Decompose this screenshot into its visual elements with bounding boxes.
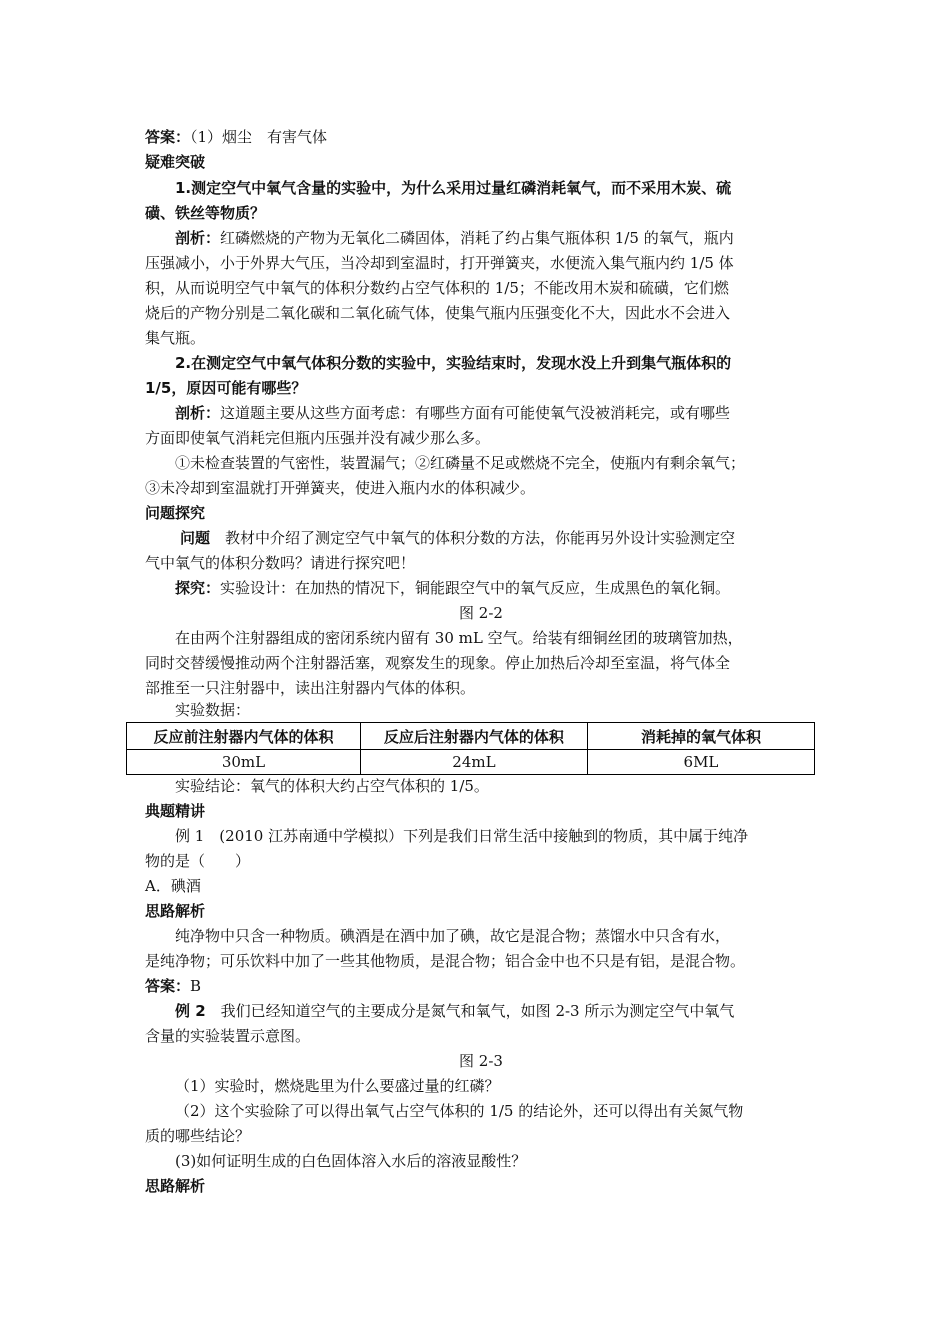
example-1-line-1: 例 1 (2010 江苏南通中学模拟）下列是我们日常生活中接触到的物质，其中属于纯净: [175, 827, 749, 845]
experiment-data-table: [126, 722, 815, 775]
table-header: 反应后注射器内气体的体积: [360, 723, 587, 750]
explore-label: 探究：: [175, 579, 221, 597]
data-label: 实验数据：: [175, 701, 251, 719]
section-heading-difficulty: 疑难突破: [145, 153, 206, 171]
procedure-line-2: 同时交替缓慢推动两个注射器活塞，观察发生的现象。停止加热后冷却至室温，将气体全: [145, 654, 731, 672]
analysis-1-line-1: [175, 228, 817, 248]
section-heading-thinking-2: 思路解析: [145, 1177, 206, 1195]
answer-2-line: [145, 976, 817, 996]
table-cell: 6ML: [587, 750, 814, 775]
problem-text: 教材中介绍了测定空气中氧气的体积分数的方法，你能再另外设计实验测定空: [210, 529, 736, 547]
answer-text: （1）烟尘 有害气体: [190, 128, 328, 146]
question-1-line-1: 1.测定空气中氧气含量的实验中，为什么采用过量红磷消耗氧气，而不采用木炭、硫: [175, 179, 732, 197]
problem-line-1: [180, 528, 817, 548]
analysis-3-line-2: 是纯净物；可乐饮料中加了一些其他物质，是混合物；铝合金中也不只是有铝，是混合物。: [145, 952, 746, 970]
table-cell: 24mL: [360, 750, 587, 775]
table-header: 消耗掉的氧气体积: [587, 723, 814, 750]
example-2-line-2: 含量的实验装置示意图。: [145, 1027, 311, 1045]
analysis-1-line-2: 压强减小，小于外界大气压，当冷却到室温时，打开弹簧夹，水便流入集气瓶内约 1/5 体: [145, 254, 734, 272]
example-2-question-2-line-1: （2）这个实验除了可以得出氧气占空气体积的 1/5 的结论外，还可以得出有关氮气物: [175, 1102, 744, 1120]
question-2-line-2: 1/5，原因可能有哪些？: [145, 379, 307, 397]
analysis-2-line-2: 方面即使氧气消耗完但瓶内压强并没有减少那么多。: [145, 429, 491, 447]
example-2-text: 我们已经知道空气的主要成分是氮气和氧气，如图 2-3 所示为测定空气中氧气: [205, 1002, 735, 1020]
example-2-question-3: (3)如何证明生成的白色固体溶入水后的溶液显酸性？: [175, 1152, 527, 1170]
procedure-line-3: 部推至一只注射器中，读出注射器内气体的体积。: [145, 679, 476, 697]
analysis-text: 这道题主要从这些方面考虑：有哪些方面有可能使氧气没被消耗完，或有哪些: [220, 404, 731, 422]
example-1-line-2: 物的是（ ）: [145, 852, 251, 870]
answer-line: [145, 127, 817, 147]
answer-label: 答案：: [145, 128, 191, 146]
answer-label: 答案：: [145, 977, 191, 995]
example-2-label: 例 2: [175, 1002, 206, 1020]
explore-line: [175, 578, 817, 598]
analysis-2-line-4: ③未冷却到室温就打开弹簧夹，使进入瓶内水的体积减少。: [145, 479, 536, 497]
analysis-1-line-5: 集气瓶。: [145, 329, 206, 347]
analysis-label: 剖析：: [175, 229, 221, 247]
analysis-3-line-1: 纯净物中只含一种物质。碘酒是在酒中加了碘，故它是混合物；蒸馏水中只含有水，: [175, 927, 731, 945]
analysis-text: 红磷燃烧的产物为无氧化二磷固体，消耗了约占集气瓶体积 1/5 的氧气，瓶内: [220, 229, 734, 247]
table-cell: 30mL: [127, 750, 361, 775]
table-row: [127, 750, 815, 775]
figure-caption-2-2: 图 2-2: [459, 604, 503, 622]
analysis-1-line-4: 烧后的产物分别是二氧化碳和二氧化硫气体，使集气瓶内压强变化不大，因此水不会进入: [145, 304, 731, 322]
question-1-line-2: 磺、铁丝等物质？: [145, 204, 266, 222]
explore-text: 实验设计：在加热的情况下，铜能跟空气中的氧气反应，生成黑色的氧化铜。: [220, 579, 731, 597]
question-2-line-1: 2.在测定空气中氧气体积分数的实验中，实验结束时，发现水没上升到集气瓶体积的: [175, 354, 732, 372]
analysis-label: 剖析：: [175, 404, 221, 422]
example-2-line-1: [175, 1001, 817, 1021]
figure-caption-2-3: 图 2-3: [459, 1052, 503, 1070]
problem-label: 问题: [180, 529, 211, 547]
table-header: 反应前注射器内气体的体积: [127, 723, 361, 750]
conclusion-line: 实验结论：氧气的体积大约占空气体积的 1/5。: [175, 777, 489, 795]
section-heading-thinking-1: 思路解析: [145, 902, 206, 920]
answer-text: B: [190, 977, 202, 995]
example-2-question-1: （1）实验时，燃烧匙里为什么要盛过量的红磷？: [175, 1077, 500, 1095]
problem-line-2: 气中氧气的体积分数吗？请进行探究吧！: [145, 554, 416, 572]
example-2-question-2-line-2: 质的哪些结论？: [145, 1127, 251, 1145]
section-heading-inquiry: 问题探究: [145, 504, 206, 522]
analysis-2-line-1: [175, 403, 817, 423]
analysis-1-line-3: 积，从而说明空气中氧气的体积分数约占空气体积的 1/5；不能改用木炭和硫磺，它们燃: [145, 279, 729, 297]
section-heading-examples: 典题精讲: [145, 802, 206, 820]
procedure-line-1: 在由两个注射器组成的密闭系统内留有 30 mL 空气。给装有细铜丝团的玻璃管加热，: [175, 629, 743, 647]
table-header-row: [127, 723, 815, 750]
example-1-option-a: A．碘酒: [145, 877, 201, 895]
analysis-2-line-3: ①未检查装置的气密性，装置漏气；②红磷量不足或燃烧不完全，使瓶内有剩余氧气；: [175, 454, 746, 472]
